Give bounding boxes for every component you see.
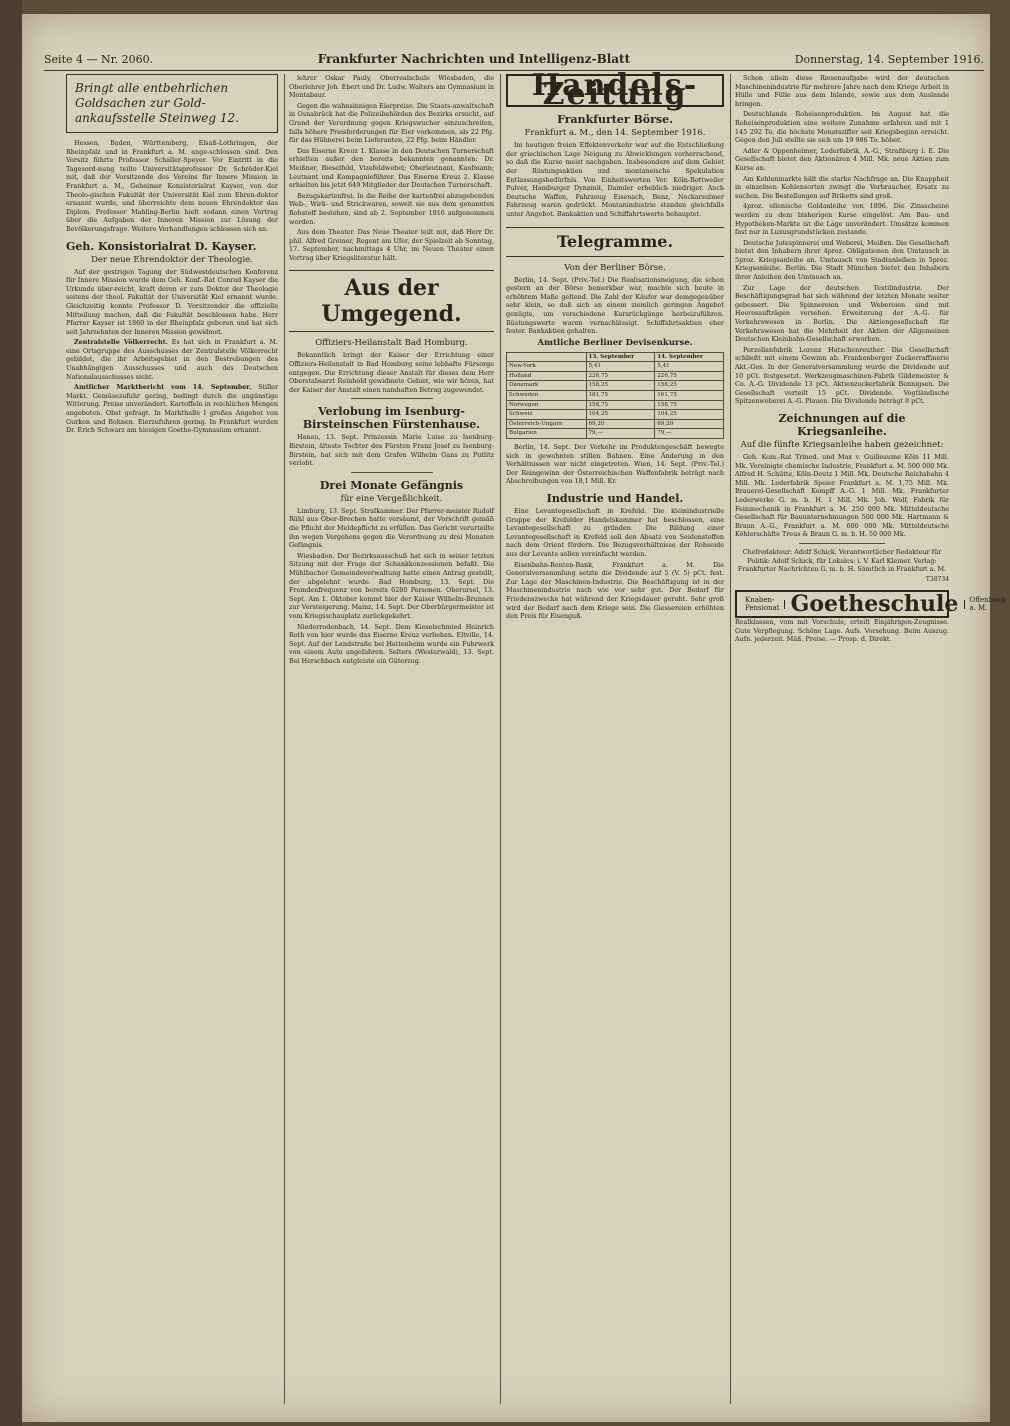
article-text: Adler & Oppenheimer, Lederfabrik, A.-G., Straßburg i. E. Die Gesellschaft bietet den Aktionären 4 Mill. Mk. neue Aktien zum Kurse an. (735, 146, 949, 172)
table-cell: Schweden (507, 391, 587, 401)
table-cell: 5,41 (586, 362, 655, 372)
ad-right-label: Offenbach a. M. (969, 596, 1006, 613)
table-cell: Norwegen (507, 400, 587, 410)
article-text: Berlin, 14. Sept. (Priv.-Tel.) Die Realisationsneigung, die schon gestern an der Börse bemerkbar war, machte sich heute in erhöhtem Maße geltend. Die Zahl der Käufer war demgegenüber sehr klein, so daß sich an einem ziemlich geringen Angebot genügte, um verschiedene Kursrückgänge herbeizuführen. Rüstungswerte waren vernachlässigt. Schiffahrtsaktien eher fester. Bankaktien gehalten. (506, 275, 724, 336)
article-text: Limburg, 13. Sept. Strafkammer. Der Pfarrer-meister Rudolf Rühl aus Ober-Brechen hatte versäumt, der Vorschrift gemäß die Pflicht der Meldepflicht zu erfüllen. Das Gericht verurteilte ihn wegen Vergehens gegen die Verordnung zu drei Monaten Gefängnis. (289, 506, 494, 550)
ad-school-name: Goetheschule (784, 600, 966, 609)
page-number: Seite 4 — Nr. 2060. (44, 52, 154, 66)
table-header: 13. September (586, 352, 655, 362)
table-cell: 161,75 (586, 391, 655, 401)
imprint: Chefredakteur: Adolf Schick. Verantwortlicher Redakteur für Politik: Adolf Schick, für Lokales: i. V. Karl Kleiner. Verlag: Frankfurter Nachrichten G. m. b. H. Sämtlich in Frankfurt a. M. (737, 547, 947, 574)
article-body: Es hat sich in Frankfurt a. M. eine Ortsgruppe des Ausschusses der Zentralstelle Völkerrecht gebildet, die ihr Arbeitsgebiet in den Bestrebungen des Unabhängigen Ausschusses und auch des Deutschen Nationalausschusses sieht. (66, 338, 278, 381)
subheadline-kayser: Der neue Ehrendoktor der Theologie. (91, 254, 253, 265)
section-heading-umgegend: Aus der Umgegend. (289, 270, 494, 332)
subheadline-gefaengnis: für eine Vergeßlichkeit. (340, 493, 443, 504)
article-text: Geh. Kom.-Rat Trinod. und Max v. Guilleaume Köln 11 Mill. Mk. Vereinigte chemische Industrie, Frankfurt a. M. 500 000 Mk. Alfred H. Schütte, Köln-Deutz 1 Mill. Mk. Deutsche Reichsbahn 4 Mill. Mk. Lederfabrik Speier Frankfurt a. M. 1,75 Mill. Mk. Brauerei-Gesellschaft Kempff A.-G. 1 Mill. Mk. Frankfurter Lederwerke G. m. b. H. 1 Mill. Mk. Joh. Wolf, Fabrik für Feinmechanik in Frankfurt a. M. 250 000 Mk. Mitteldeutsche Gesellschaft für Bauunternehmungen 500 000 Mk. Hartmann & Braun A.-G., Frankfurt a. M. 600 000 Mk. Mitteldeutsche Köhlerschäfte Treus & Braun G. m. b. H. 50 000 Mk. (735, 452, 949, 539)
gold-collection-notice: Bringt alle entbehrlichen Goldsachen zur Gold-ankaufsstelle Steinweg 12. (66, 74, 278, 133)
ad-code: T38734 (925, 575, 949, 583)
table-row (507, 371, 724, 381)
table-cell: New-York (507, 362, 587, 372)
subheadline-homburg: Offiziers-Heilanstalt Bad Homburg. (315, 338, 468, 349)
table-cell: 226,75 (586, 371, 655, 381)
table-row (507, 429, 724, 439)
table-row (507, 410, 724, 420)
table-row (507, 391, 724, 401)
article-text: Gegen die wahnsinnigen Eierpreise. Die Staats-anwaltschaft in Osnabrück hat die Polizeibehörden des Bezirks ersucht, auf Grund der Verordnung gegen Kriegswucher einzuschreiten, falls höhere Preisforderungen für Eier vorkommen, als 22 Pfg. für das Hühnerei beim Lieferanten, 22 Pfg. beim Händler. (289, 101, 494, 145)
table-cell: Österreich-Ungarn (507, 419, 587, 429)
article-text: Deutschlands Roheisenproduktion. Im August hat die Roheisenproduktion eine weitere Zunahme erfahren und mit 1 145 292 To. die höchste Monatsziffer seit Kriegsbeginn erreicht. Gegen den Juli stellte sie sich um 19 986 To. höher. (735, 110, 949, 145)
table-cell: 104,25 (586, 410, 655, 420)
table-cell: Dänemark (507, 381, 587, 391)
article-text: Aus dem Theater. Das Neue Theater teilt mit, daß Herr Dr. phil. Alfred Greiner, Regent am Ufer, der Spielzeit ab Sonntag, 17. September, nachmittags 4 Uhr, im Neuen Theater einen Vortrag über Kriegsliteratur hält. (289, 228, 494, 262)
column-rule (284, 74, 285, 1404)
article-text: Hanau, 13. Sept. Prinzessin Marie Luise zu Isenburg-Birstein, älteste Tochter des Fürsten Franz Josef zu Isenburg-Birstein, hat sich mit dem Grafen Wilhelm Gans zu Putlitz verlobt. (289, 433, 494, 468)
table-row (507, 362, 724, 372)
article-text: Hessen, Baden, Württemberg, Elsaß-Lothringen, der Rheinpfalz und in Frankfurt a. M. ange-schlossen sind. Den Vorsitz führte Professor Schaller-Speyer. Vor Eintritt in die Tagesord-nung teilte Universitätsprofessor Dr. Schröder-Kiel mit, daß der Vorsitzende des Vereins für Innere Mission in Frankfurt a. M., Geheimer Konsistorialrat Kayser, von der Theolo-gischen Fakultät der Universität Kiel zum Ehren-doktor ernannt wurde, und überreichte dem neuen Ehrendoktor das Diplom. Professor Mahling-Berlin hielt sodann einen Vortrag über die Aufgaben der Inneren Mission zur Lösung der Bevölkerungsfrage. Weitere Verhandlungen schlossen sich an. (66, 139, 278, 233)
headline-industrie: Industrie und Handel. (546, 492, 684, 505)
table-header: 14. September (655, 352, 724, 362)
page-spine (0, 0, 22, 1426)
table-cell: Holland (507, 371, 587, 381)
article-text: Deutsche Jutespinnerei und Weberei, Meißen. Die Gesellschaft bietet den Inhabern ihrer 4proz. Obligationen den Umtausch in 5proz. Kriegsanleihe an. Umtausch von Stadtanleihen in 5proz. Kriegsanleihe. Berlin. Die Stadt München bietet den Inhabern ihrer Anleihen den Umtausch an. (735, 238, 949, 282)
column-1 (66, 74, 278, 1404)
article-text: Porzellanfabrik Lorenz Hutschenreuther. Die Gesellschaft schließt mit einem Gewinn ab. Frankenberger Zuckerraffinerie Akt.-Ges. In der Generalversammlung wurde die Dividende auf 10 pCt. festgesetzt. Werkzeugmaschinen-Fabrik Gildemeister & Co. A.-G. Dividende 13 pCt. Aktienzuckerfabrik Bennigsen. Die Gesellschaft verteilt 15 pCt. Dividende. Vogtländische Spitzenweberei A.-G. Plauen. Die Dividende beträgt 8 pCt. (735, 345, 949, 406)
article-body: Stiller Markt. Gemüsezufuhr gering, bedingt durch die ungünstige Witterung. Preise unverändert. Kartoffeln in reichlichen Mengen angeboten. Obst gefragt. In Markthalle I großes Angebot von Gurken und Bohnen. Eierzufuhren gering. In Frankfurt wurden Dr. Erich Schwarz am hiesigen Goethe-Gymnasium ernannt. (66, 383, 278, 435)
article-text: Bezugskartenfrei. In die Reihe der kartenfrei abzugebenden Web-, Wirk- und Strickwaren, soweit sie aus dem genannten Rohstoff bestehen, sind ab 2. September 1916 aufgenommen worden. (289, 191, 494, 226)
column-rule (730, 74, 731, 1404)
table-header-row (507, 352, 724, 362)
headline-gefaengnis: Drei Monate Gefängnis (319, 478, 464, 492)
table-cell: 158,75 (586, 400, 655, 410)
table-row (507, 419, 724, 429)
newspaper-title: Frankfurter Nachrichten und Intelligenz-Blatt (317, 52, 631, 66)
table-cell: Schweiz (507, 410, 587, 420)
table-row (507, 381, 724, 391)
article-text: Zur Lage der deutschen Textilindustrie. Der Beschäftigungsgrad hat sich während der letzten Monate weiter gebessert. Die Spinnereien und Webereien sind mit Heeresaufträgen versehen. Erweiterung der A.-G. für Verkehrswesen in Berlin. Die Aktiengesellschaft für Verkehrswesen hat die Mehrheit der Aktien der Allgemeinen Deutschen Kleinbahn-Gesellschaft erworben. (735, 283, 949, 344)
divider (351, 398, 433, 399)
table-cell: Bulgarien (507, 429, 587, 439)
divider (351, 472, 433, 473)
column-rule (500, 74, 501, 1404)
table-cell: 79,— (655, 429, 724, 439)
article-text: Eisenbahn-Renten-Bank, Frankfurt a. M. Die Generalversammlung setzte die Dividende auf 5 (V. 5) pCt. fest. Zur Lage der Maschinen-Industrie. Die Beschäftigung ist in der Maschinenindustrie nach wie vor sehr gut. Der Bedarf für Friedenszwecke hat während der Kriegsdauer geruht. Sehr groß wird der Bedarf nach dem Kriege sein. Die Giessereien erhöhten den Preis für Eisenguß. (506, 560, 724, 621)
inline-heading: Zentralstelle Völkerrecht. (74, 338, 168, 347)
devisen-table (506, 352, 724, 439)
article-text: Berlin, 14. Sept. Der Verkehr im Produktengeschäft bewegte sich in gewohnten stillen Bahnen. Eine Änderung in den Verhältnissen war nicht eingetreten. Wien, 14. Sept. (Priv.-Tel.) Der Reingewinn der Österreichischen Waffenfabrik beträgt nach Abschreibungen von 18,1 Mill. Kr. (506, 443, 724, 486)
table-cell: 104,25 (655, 410, 724, 420)
table-cell: 69,20 (586, 419, 655, 429)
article-text: Bekanntlich bringt der Kaiser der Errichtung einer Offiziers-Heilanstalt in Bad Homburg seine lebhafte Fürsorge entgegen. Die Errichtung dieser Anstalt für dieses dem Herr Oberstabsarzt Reinhold gewidmete Gebiet, wie wir hören, hat der Kaiser der Anstalt einen namhaften Betrag zugewendet. (289, 351, 494, 394)
column-4 (735, 74, 1006, 1404)
goetheschule-ad (735, 590, 1006, 618)
article-text: Niederrodenbach, 14. Sept. Dem Kieselschmied Heinrich Roth von hier wurde das Eiserne Kreuz verliehen. Eltville, 14. Sept. Auf der Landstraße bei Hattenheim wurde ein Fuhrwerk von einem Auto angefahren. Selters (Westerwald), 13. Sept. Bei Herschbach entgleiste ein Güterzug. (289, 622, 494, 665)
table-cell: 158,25 (655, 381, 724, 391)
subheadline-berliner-boerse: Von der Berliner Börse. (564, 262, 666, 273)
page-header (44, 48, 984, 71)
issue-date: Donnerstag, 14. September 1916. (794, 52, 984, 66)
article-text (66, 383, 278, 435)
table-row (507, 400, 724, 410)
headline-boerse: Frankfurter Börse. (557, 113, 673, 127)
divider (799, 543, 885, 544)
table-cell: 5,41 (655, 362, 724, 372)
column-3 (506, 68, 724, 1404)
table-cell: 158,25 (586, 381, 655, 391)
article-text: 4proz. ellenische Goldanleihe von 1896. Die Zinsscheine werden zu dem bisherigen Kurse eingelöst. Am Bau- und Hypotheken-Markte ist die Lage unverändert. Umsätze kommen fast nur in Luxusgrundstücken zustande. (735, 202, 949, 237)
article-text: lehrer Oskar Pauly, Oberrealschule Wiesbaden, die Oberlehrer Joh. Ebert und Dr. Ludw. Walters am Gymnasium in Montabaur. (289, 74, 494, 100)
article-text (66, 338, 278, 381)
headline-verlobung: Verlobung im Isenburg-Birsteinschen Fürstenhause. (302, 405, 481, 432)
subheadline-kriegsanleihe: Auf die fünfte Kriegsanleihe haben gezeichnet: (740, 439, 944, 450)
table-cell: 79,— (586, 429, 655, 439)
headline-kriegsanleihe: Zeichnungen auf die Kriegsanleihe. (778, 411, 906, 438)
dateline: Frankfurt a. M., den 14. September 1916. (524, 128, 706, 139)
article-text: Am Kohlenmarkte hält die starke Nachfrage an. Die Knappheit in einzelnen Kohlensorten zwingt die Verbraucher, Ersatz zu suchen. Die Bestellungen auf Briketts sind groß. (735, 174, 949, 200)
article-text: Schon allein diese Riesenaufgabe wird der deutschen Maschinenindustrie für mehrere Jahre nach dem Kriege Arbeit in Hülle und Fülle aus dem Inlande, sowie aus dem Auslande bringen. (735, 74, 949, 108)
headline-kayser: Geh. Konsistorialrat D. Kayser. (66, 239, 257, 253)
table-cell: 69,20 (655, 419, 724, 429)
column-2 (289, 74, 494, 1404)
ad-left-label: Knaben-Pensionat (745, 596, 780, 613)
inline-heading: Amtlicher Marktbericht vom 14. September. (74, 383, 252, 392)
table-cell: 158,75 (655, 400, 724, 410)
table-title: Amtliche Berliner Devisenkurse. (537, 337, 693, 348)
article-text: Eine Levantegesellschaft in Krefeld. Die kleinindustrielle Gruppe der Krefelder Handelskammer hat beschlossen, eine Levantegesellschaft zu gründen. Die Bildung einer Levantegesellschaft in Krefeld soll den Absatz von Seidenstoffen nach dem Orient fördern. Die Bezugsverhältnisse der Rohseide aus der Levante sollen vereinfacht werden. (506, 507, 724, 558)
article-text: Auf der gestrigen Tagung der Südwestdeutschen Konferenz für Innere Mission wurde dem Geh. Konf.-Rat Conrad Kayser die Urkunde über-reicht, kraft deren er zum Doktor der Theologie seitens der theol. Fakultät der Universität Kiel ernannt wurde. Gleichzeitig konnte Professor D. Vorsitzender die offizielle Mitteilung machen, daß die Fakultät beschlossen habe. Herr Pfarrer Kayser ist 1860 in der Rheinpfalz geboren und hat sich seit Jahrzehnten der Inneren Mission gewidmet. (66, 267, 278, 336)
headline-telegramme: Telegramme. (506, 227, 724, 257)
article-text: Wiesbaden. Der Bezirksausschuß hat sich in seiner letzten Sitzung mit der Frage der Schankkonzessionen befaßt. Die Mühlbacher Gemeindeverwaltung hatte einen Antrag gestellt, der abgelehnt wurde. Bad Homburg, 13. Sept. Die Fremdenfrequenz von bereits 6280 Personen. Oberursel, 13. Sept. Am 1. Oktober kommt hier der Kaiser Wilhelm-Brunnen zur Versteigerung. Mainz, 14. Sept. Der Oberbürgermeister ist vom Kriegsschauplatz zurückgekehrt. (289, 551, 494, 620)
handels-zeitung-masthead: Handels-Zeitung (506, 74, 724, 107)
table-cell: 226,75 (655, 371, 724, 381)
ad-description: Realklassen, vom mit Vorschule, erteilt Einjährigen-Zeugnisse. Gute Verpflegung. Schöne Lage. Aufs. Vorsehung. Beim Auszug. Aufn. jederzeit. Mäß. Preise. — Prosp. d. Direkt. (735, 618, 949, 644)
article-text: Das Eiserne Kreuz 1. Klasse in den Deutschen Turnerschaft erhielten außer den bereits bekannten genannten: Dr. Meißner, Bieselfeld, Vizefeldwebel; Oberleutnant, Kaufmann; Leutnant und Kompagnieführer. Das Eiserne Kreuz 2. Klasse erhielten bis jetzt 649 Mitglieder der Deutschen Turnerschaft. (289, 146, 494, 190)
table-cell: 161,75 (655, 391, 724, 401)
article-text: Im heutigen freien Effektenverkehr war auf die Entschließung der griechischen Lage Neigung zu Abwicklungen vorherrschend, so daß die Kurse meist nachgaben. Insbesondere auf dem Gebiet der Rüstungsaktien und montaneische Spekulation Entlassungsbedürfnis. Von Einheitswerten Ver. Köln-Rottweiler Pulver, Hamburger Dynamit, Daimler erheblich niedriger. Auch Deutsche Waffen, Fahrzeug Eisenach, Benz, Neckarsulmer Fahrzeug waren gedrückt. Montanindustrie standen gleichfalls unter Angebot. Bankaktien und Schiffahrtswerte behauptet. (506, 141, 724, 218)
table-header (507, 352, 587, 362)
